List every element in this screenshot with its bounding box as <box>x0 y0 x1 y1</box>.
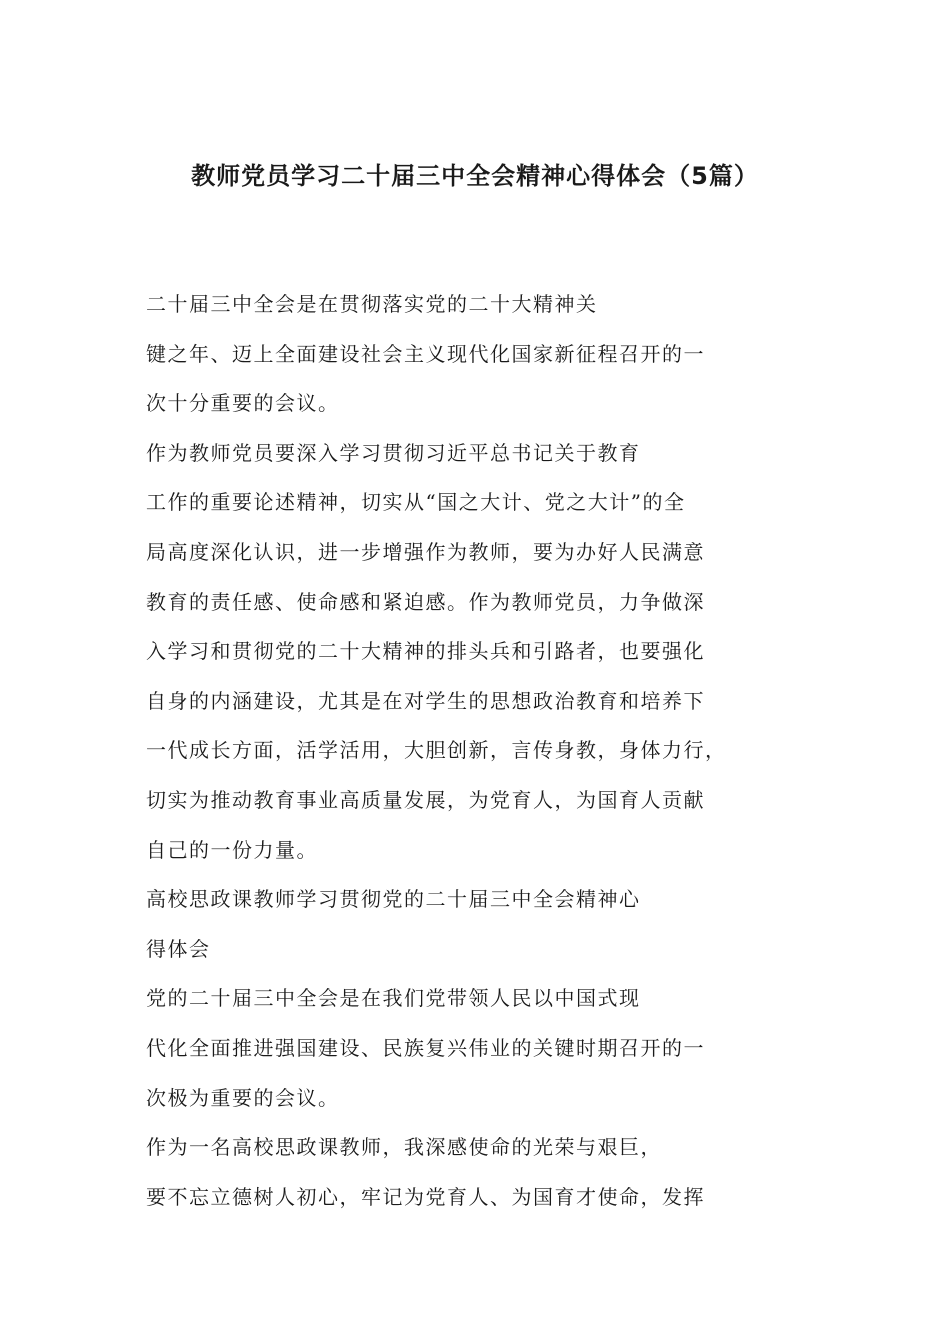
text-line: 教育的责任感、使命感和紧迫感。作为教师党员，力争做深 <box>146 589 705 614</box>
text-line: 次十分重要的会议。 <box>146 391 340 416</box>
text-line: 键之年、迈上全面建设社会主义现代化国家新征程召开的一 <box>146 341 705 366</box>
text-line: 作为一名高校思政课教师，我深感使命的光荣与艰巨， <box>146 1135 662 1160</box>
text-line: 作为教师党员要深入学习贯彻习近平总书记关于教育 <box>146 440 641 465</box>
text-line: 自身的内涵建设，尤其是在对学生的思想政治教育和培养下 <box>146 688 705 713</box>
text-line: 工作的重要论述精神，切实从“国之大计、党之大计”的全 <box>146 490 686 515</box>
text-line: 代化全面推进强国建设、民族复兴伟业的关键时期召开的一 <box>146 1035 705 1060</box>
text-line: 局高度深化认识，进一步增强作为教师，要为办好人民满意 <box>146 539 705 564</box>
section-heading-line: 高校思政课教师学习贯彻党的二十届三中全会精神心 <box>146 887 641 912</box>
text-line: 一代成长方面，活学活用，大胆创新，言传身教，身体力行， <box>146 738 727 763</box>
document-title: 教师党员学习二十届三中全会精神心得体会（5篇） <box>191 162 759 190</box>
text-line: 次极为重要的会议。 <box>146 1085 340 1110</box>
text-line: 要不忘立德树人初心，牢记为党育人、为国育才使命，发挥 <box>146 1184 705 1209</box>
text-line: 自己的一份力量。 <box>146 837 318 862</box>
text-line: 二十届三中全会是在贯彻落实党的二十大精神关 <box>146 292 598 316</box>
document-body <box>146 280 866 1222</box>
text-line: 入学习和贯彻党的二十大精神的排头兵和引路者，也要强化 <box>146 639 705 664</box>
text-line: 党的二十届三中全会是在我们党带领人民以中国式现 <box>146 986 641 1011</box>
section-heading-line: 得体会 <box>146 936 211 961</box>
text-line: 切实为推动教育事业高质量发展，为党育人，为国育人贡献 <box>146 787 705 812</box>
